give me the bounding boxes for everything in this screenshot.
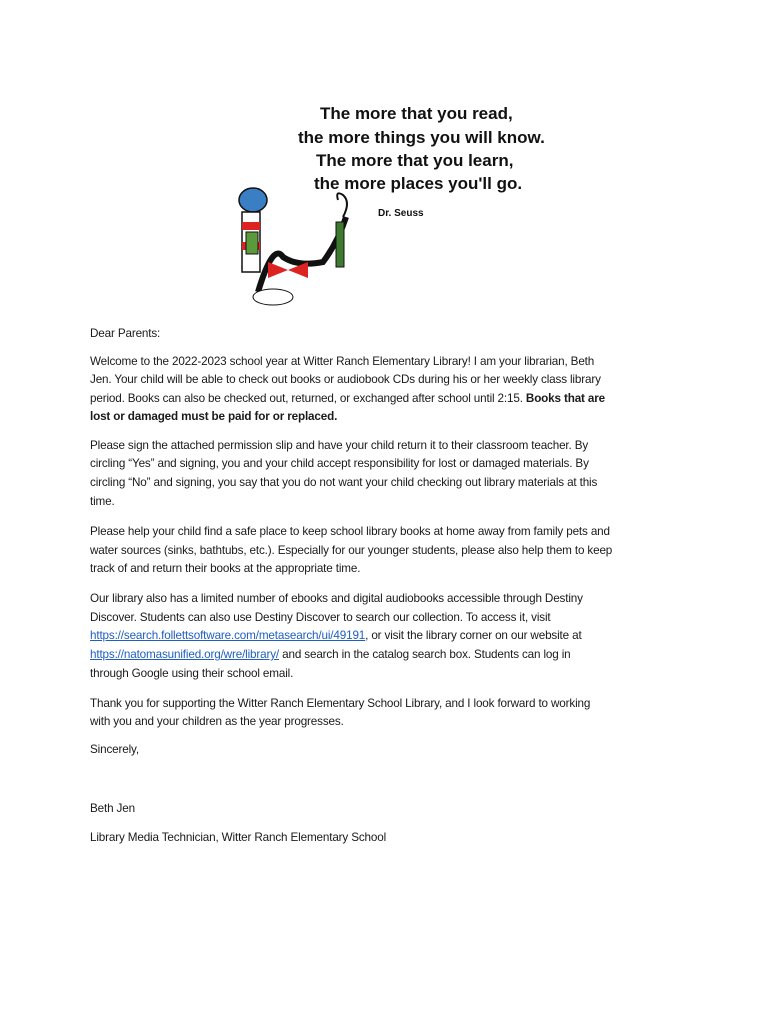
closing: Sincerely, (90, 743, 139, 756)
quote-line: the more places you'll go. (314, 174, 523, 193)
text: period. Books can also be checked out, returned, or exchanged after school until 2:15. (90, 392, 526, 405)
paragraph-line: Discover. Students can also use Destiny Discover to search our collection. To access it, visit (90, 611, 551, 624)
cat-in-the-hat-image (239, 188, 347, 305)
paragraph-line: circling “No” and signing, you say that you do not want your child checking out library materials at this (90, 476, 598, 489)
dr-seuss-illustration (228, 92, 545, 307)
follett-link[interactable]: https://search.follettsoftware.com/metasearch/ui/49191 (90, 629, 366, 642)
signature-name: Beth Jen (90, 802, 135, 815)
paragraph-line: Jen. Your child will be able to check out books or audiobook CDs during his or her weekly class library (90, 373, 601, 386)
quote-attribution: Dr. Seuss (378, 208, 424, 219)
library-website-link[interactable]: https://natomasunified.org/wre/library/ (90, 648, 280, 661)
paragraph-line (90, 648, 571, 662)
paragraph-line: Our library also has a limited number of ebooks and digital audiobooks accessible through Destiny (90, 592, 583, 605)
paragraph-line: circling “Yes” and signing, you and your child accept responsibility for lost or damaged materials. By (90, 457, 589, 470)
paragraph-line (90, 629, 582, 643)
quote-line: the more things you will know. (298, 128, 545, 147)
salutation: Dear Parents: (90, 327, 161, 340)
bold-notice: Books that are (525, 392, 605, 405)
bold-notice: lost or damaged must be paid for or replaced. (90, 410, 338, 423)
signature-title: Library Media Technician, Witter Ranch Elementary School (90, 831, 387, 844)
text: , or visit the library corner on our website at (365, 629, 582, 642)
paragraph-line: with you and your children as the year progresses. (90, 715, 344, 728)
paragraph-line: Please sign the attached permission slip and have your child return it to their classroom teacher. By (90, 439, 589, 452)
paragraph-line (90, 410, 337, 424)
text: and search in the catalog search box. Students can log in (279, 648, 571, 661)
paragraph-line: track of and return their books at the appropriate time. (90, 562, 361, 575)
paragraph-line: time. (90, 495, 115, 508)
quote-line: The more that you learn, (316, 151, 514, 170)
quote-line: The more that you read, (320, 104, 513, 123)
paragraph-line: through Google using their school email. (90, 667, 294, 680)
paragraph-line (90, 392, 605, 406)
paragraph-line: Thank you for supporting the Witter Ranch Elementary School Library, and I look forward to working (90, 697, 591, 710)
paragraph-line: Welcome to the 2022-2023 school year at Witter Ranch Elementary Library! I am your librarian, Beth (90, 355, 595, 368)
paragraph-line: water sources (sinks, bathtubs, etc.). Especially for our younger students, please also help them to keep (90, 544, 613, 557)
paragraph-line: Please help your child find a safe place to keep school library books at home away from family pets and (90, 525, 610, 538)
